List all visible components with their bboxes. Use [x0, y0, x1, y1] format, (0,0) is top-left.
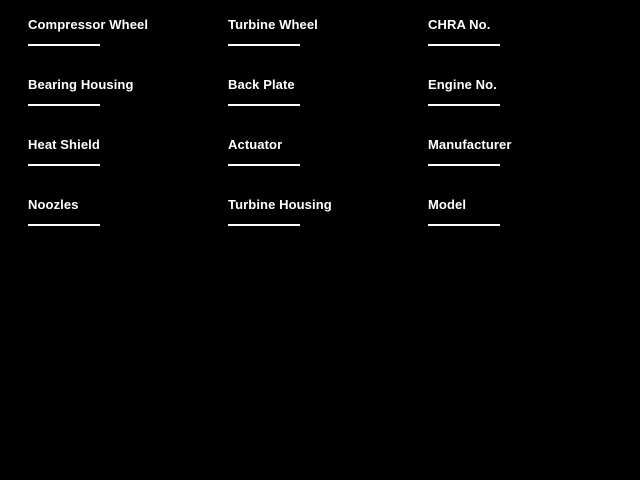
- field-label: Manufacturer: [428, 137, 512, 152]
- field-underline: [228, 44, 300, 46]
- field-label: Bearing Housing: [28, 77, 134, 92]
- field-actuator[interactable]: [228, 138, 398, 166]
- field-underline: [28, 164, 100, 166]
- field-underline: [428, 104, 500, 106]
- field-label: Turbine Wheel: [228, 17, 318, 32]
- field-compressor-wheel[interactable]: [28, 18, 198, 46]
- field-model[interactable]: [428, 198, 598, 226]
- field-underline: [228, 164, 300, 166]
- field-turbine-wheel[interactable]: [228, 18, 398, 46]
- field-label: Back Plate: [228, 77, 295, 92]
- field-underline: [428, 224, 500, 226]
- field-underline: [28, 224, 100, 226]
- field-underline: [428, 164, 500, 166]
- field-label: Actuator: [228, 137, 283, 152]
- field-heat-shield[interactable]: [28, 138, 198, 166]
- field-label: CHRA No.: [428, 17, 491, 32]
- field-noozles[interactable]: [28, 198, 198, 226]
- field-label: Model: [428, 197, 467, 212]
- field-label: Turbine Housing: [228, 197, 332, 212]
- field-underline: [228, 104, 300, 106]
- field-label: Compressor Wheel: [28, 17, 149, 32]
- field-back-plate[interactable]: [228, 78, 398, 106]
- field-chra-no[interactable]: [428, 18, 598, 46]
- field-label: Noozles: [28, 197, 79, 212]
- field-turbine-housing[interactable]: [228, 198, 398, 226]
- field-underline: [28, 44, 100, 46]
- field-engine-no[interactable]: [428, 78, 598, 106]
- field-manufacturer[interactable]: [428, 138, 598, 166]
- field-underline: [228, 224, 300, 226]
- field-label: Engine No.: [428, 77, 497, 92]
- field-underline: [428, 44, 500, 46]
- field-bearing-housing[interactable]: [28, 78, 198, 106]
- field-underline: [28, 104, 100, 106]
- field-label: Heat Shield: [28, 137, 100, 152]
